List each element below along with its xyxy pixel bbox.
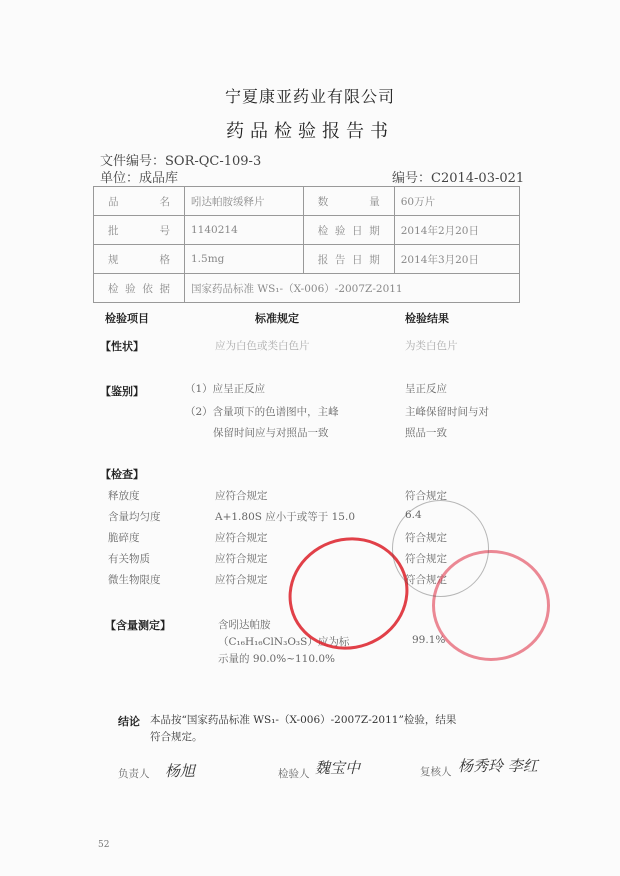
inspection-result: 符合规定 bbox=[405, 490, 447, 502]
company-name: 宁夏康亚药业有限公司 bbox=[224, 87, 395, 106]
inspection-result: 符合规定 bbox=[405, 532, 447, 544]
inspector-signature: 魏宝中 bbox=[315, 759, 361, 777]
report-date: 2014年3月20日 bbox=[394, 245, 519, 274]
inspection-item: 释放度 bbox=[108, 490, 140, 502]
inspection-result: 符合规定 bbox=[405, 553, 447, 565]
assay-standard-3: 示量的 90.0%~110.0% bbox=[218, 653, 336, 665]
inspection-item: 含量均匀度 bbox=[108, 511, 161, 523]
assay-standard-1: 含吲达帕胺 bbox=[218, 619, 271, 631]
conclusion-text-2: 符合规定。 bbox=[150, 731, 203, 743]
gray-seal-stamp bbox=[392, 500, 489, 597]
inspection-result: 6.4 bbox=[405, 509, 422, 521]
page-mark: 52 bbox=[98, 840, 110, 850]
test-date: 2014年2月20日 bbox=[394, 216, 519, 245]
report-number: 编号：C2014-03-021 bbox=[392, 171, 525, 186]
conclusion-text-1: 本品按“国家药品标准 WS₁-（X-006）-2007Z-2011”检验，结果 bbox=[150, 714, 457, 726]
test-date-label: 检验日期 bbox=[303, 216, 394, 245]
name-label: 品名 bbox=[94, 187, 185, 216]
inspection-item: 脆碎度 bbox=[108, 532, 140, 544]
ident-standard-1: （1）应呈正反应 bbox=[185, 383, 266, 395]
col-item: 检验项目 bbox=[105, 312, 149, 325]
assay-result: 99.1% bbox=[412, 634, 446, 646]
inspection-standard: 应符合规定 bbox=[215, 532, 268, 544]
ident-result-3: 照品一致 bbox=[405, 427, 447, 439]
ident-result-1: 呈正反应 bbox=[405, 383, 447, 395]
inspector-label: 检验人 bbox=[278, 768, 310, 780]
ident-result-2: 主峰保留时间与对 bbox=[405, 406, 489, 418]
assay-standard-2: （C₁₆H₁₆ClN₃O₃S）应为标 bbox=[218, 636, 350, 648]
inspection-item: 微生物限度 bbox=[108, 574, 161, 586]
quantity: 60万片 bbox=[394, 187, 519, 216]
ident-standard-3: 保留时间应与对照品一致 bbox=[213, 427, 329, 439]
col-result: 检验结果 bbox=[405, 312, 449, 325]
conclusion-label: 结论 bbox=[118, 715, 140, 728]
identification-label: 【鉴别】 bbox=[100, 385, 144, 398]
qty-label: 数量 bbox=[303, 187, 394, 216]
product-name: 吲达帕胺缓释片 bbox=[185, 187, 304, 216]
specification: 1.5mg bbox=[185, 245, 304, 274]
report-date-label: 报告日期 bbox=[303, 245, 394, 274]
batch-number: 1140214 bbox=[185, 216, 304, 245]
inspection-label: 【检查】 bbox=[100, 468, 144, 481]
batch-label: 批号 bbox=[94, 216, 185, 245]
character-label: 【性状】 bbox=[100, 340, 144, 353]
inspection-item: 有关物质 bbox=[108, 553, 150, 565]
unit: 单位：成品库 bbox=[100, 171, 179, 186]
test-basis: 国家药品标准 WS₁-（X-006）-2007Z-2011 bbox=[185, 274, 520, 303]
info-table bbox=[93, 186, 520, 303]
ident-standard-2: （2）含量项下的色谱图中，主峰 bbox=[185, 406, 339, 418]
basis-label: 检验依据 bbox=[94, 274, 185, 303]
inspection-result: 符合规定 bbox=[405, 574, 447, 586]
assay-label: 【含量测定】 bbox=[105, 619, 171, 632]
document-title: 药品检验报告书 bbox=[226, 121, 394, 142]
inspection-standard: 应符合规定 bbox=[215, 574, 268, 586]
responsible-label: 负责人 bbox=[118, 768, 150, 780]
reviewer-signature: 杨秀玲 李红 bbox=[458, 757, 538, 775]
responsible-signature: 杨旭 bbox=[165, 762, 196, 780]
inspection-standard: 应符合规定 bbox=[215, 490, 268, 502]
col-standard: 标准规定 bbox=[255, 312, 299, 325]
reviewer-label: 复核人 bbox=[420, 766, 452, 778]
character-standard: 应为白色或类白色片 bbox=[215, 340, 310, 352]
inspection-standard: A+1.80S 应小于或等于 15.0 bbox=[215, 511, 356, 523]
doc-number: 文件编号：SOR-QC-109-3 bbox=[100, 154, 262, 169]
inspection-standard: 应符合规定 bbox=[215, 553, 268, 565]
spec-label: 规格 bbox=[94, 245, 185, 274]
character-result: 为类白色片 bbox=[405, 340, 458, 352]
